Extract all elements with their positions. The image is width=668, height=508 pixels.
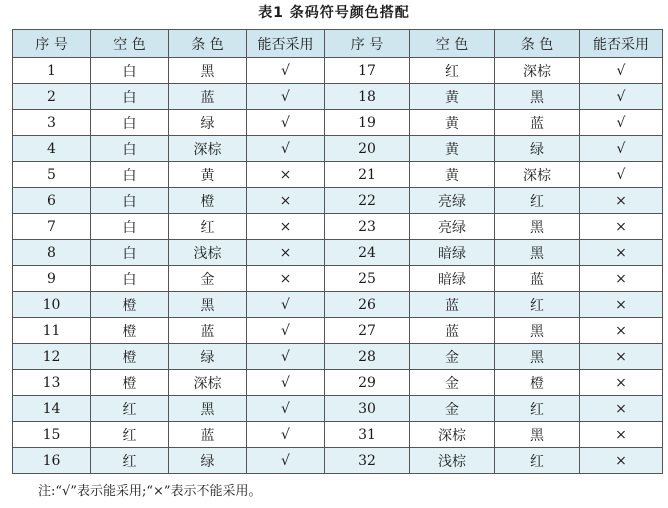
space-color-cell: 白 <box>91 266 169 292</box>
serial-number-cell: 27 <box>325 318 410 344</box>
serial-number-cell: 23 <box>325 214 410 240</box>
space-color-cell: 蓝 <box>410 292 495 318</box>
table-row <box>13 214 663 240</box>
bar-color-cell: 黑 <box>169 58 247 84</box>
usable-mark-cell: × <box>247 188 325 214</box>
serial-number-cell: 22 <box>325 188 410 214</box>
space-color-cell: 深棕 <box>410 422 495 448</box>
bar-color-cell: 黑 <box>495 318 580 344</box>
usable-mark-cell: × <box>247 240 325 266</box>
serial-number-cell: 12 <box>13 344 91 370</box>
bar-color-cell: 深棕 <box>169 370 247 396</box>
space-color-cell: 黄 <box>410 162 495 188</box>
usable-mark-cell: √ <box>247 396 325 422</box>
serial-number-cell: 29 <box>325 370 410 396</box>
header-cell: 条 色 <box>495 30 580 58</box>
space-color-cell: 橙 <box>91 292 169 318</box>
table-row <box>13 162 663 188</box>
bar-color-cell: 深棕 <box>495 58 580 84</box>
serial-number-cell: 30 <box>325 396 410 422</box>
space-color-cell: 暗绿 <box>410 266 495 292</box>
serial-number-cell: 20 <box>325 136 410 162</box>
usable-mark-cell: √ <box>580 110 663 136</box>
serial-number-cell: 17 <box>325 58 410 84</box>
usable-mark-cell: × <box>580 292 663 318</box>
space-color-cell: 橙 <box>91 318 169 344</box>
table-row <box>13 344 663 370</box>
space-color-cell: 红 <box>91 396 169 422</box>
usable-mark-cell: √ <box>247 318 325 344</box>
space-color-cell: 金 <box>410 344 495 370</box>
header-cell: 条 色 <box>169 30 247 58</box>
table-row <box>13 292 663 318</box>
space-color-cell: 黄 <box>410 110 495 136</box>
table-row <box>13 58 663 84</box>
space-color-cell: 金 <box>410 370 495 396</box>
space-color-cell: 橙 <box>91 344 169 370</box>
bar-color-cell: 黑 <box>495 344 580 370</box>
usable-mark-cell: √ <box>247 422 325 448</box>
usable-mark-cell: × <box>580 240 663 266</box>
header-cell: 空 色 <box>91 30 169 58</box>
bar-color-cell: 红 <box>495 448 580 474</box>
usable-mark-cell: × <box>580 266 663 292</box>
header-cell: 空 色 <box>410 30 495 58</box>
space-color-cell: 白 <box>91 136 169 162</box>
serial-number-cell: 8 <box>13 240 91 266</box>
bar-color-cell: 红 <box>495 188 580 214</box>
table-row <box>13 318 663 344</box>
usable-mark-cell: × <box>247 214 325 240</box>
usable-mark-cell: √ <box>247 448 325 474</box>
usable-mark-cell: × <box>580 396 663 422</box>
serial-number-cell: 28 <box>325 344 410 370</box>
table-note: 注:“√”表示能采用;“×”表示不能采用。 <box>38 484 262 499</box>
bar-color-cell: 深棕 <box>169 136 247 162</box>
bar-color-cell: 金 <box>169 266 247 292</box>
bar-color-cell: 黄 <box>169 162 247 188</box>
header-cell: 能否采用 <box>580 30 663 58</box>
usable-mark-cell: × <box>247 266 325 292</box>
serial-number-cell: 19 <box>325 110 410 136</box>
space-color-cell: 白 <box>91 162 169 188</box>
serial-number-cell: 26 <box>325 292 410 318</box>
space-color-cell: 红 <box>410 58 495 84</box>
usable-mark-cell: √ <box>580 84 663 110</box>
space-color-cell: 白 <box>91 110 169 136</box>
bar-color-cell: 绿 <box>169 110 247 136</box>
table-row <box>13 136 663 162</box>
bar-color-cell: 红 <box>495 292 580 318</box>
serial-number-cell: 10 <box>13 292 91 318</box>
space-color-cell: 白 <box>91 240 169 266</box>
usable-mark-cell: × <box>580 448 663 474</box>
usable-mark-cell: × <box>580 344 663 370</box>
space-color-cell: 黄 <box>410 84 495 110</box>
space-color-cell: 白 <box>91 214 169 240</box>
serial-number-cell: 6 <box>13 188 91 214</box>
bar-color-cell: 蓝 <box>169 318 247 344</box>
table-row <box>13 448 663 474</box>
space-color-cell: 金 <box>410 396 495 422</box>
bar-color-cell: 浅棕 <box>169 240 247 266</box>
header-cell: 能否采用 <box>247 30 325 58</box>
bar-color-cell: 黑 <box>495 214 580 240</box>
serial-number-cell: 2 <box>13 84 91 110</box>
space-color-cell: 白 <box>91 188 169 214</box>
serial-number-cell: 32 <box>325 448 410 474</box>
bar-color-cell: 绿 <box>495 136 580 162</box>
bar-color-cell: 深棕 <box>495 162 580 188</box>
header-cell: 序 号 <box>13 30 91 58</box>
bar-color-cell: 红 <box>169 214 247 240</box>
space-color-cell: 白 <box>91 84 169 110</box>
space-color-cell: 白 <box>91 58 169 84</box>
usable-mark-cell: √ <box>580 162 663 188</box>
space-color-cell: 蓝 <box>410 318 495 344</box>
table-row <box>13 370 663 396</box>
usable-mark-cell: √ <box>247 136 325 162</box>
usable-mark-cell: √ <box>247 370 325 396</box>
header-cell: 序 号 <box>325 30 410 58</box>
table-row <box>13 266 663 292</box>
usable-mark-cell: × <box>247 162 325 188</box>
bar-color-cell: 黑 <box>495 84 580 110</box>
serial-number-cell: 25 <box>325 266 410 292</box>
usable-mark-cell: √ <box>580 136 663 162</box>
bar-color-cell: 绿 <box>169 344 247 370</box>
usable-mark-cell: √ <box>247 110 325 136</box>
usable-mark-cell: √ <box>247 58 325 84</box>
bar-color-cell: 黑 <box>169 396 247 422</box>
space-color-cell: 亮绿 <box>410 188 495 214</box>
usable-mark-cell: √ <box>247 84 325 110</box>
usable-mark-cell: × <box>580 370 663 396</box>
bar-color-cell: 蓝 <box>495 110 580 136</box>
bar-color-cell: 红 <box>495 396 580 422</box>
serial-number-cell: 7 <box>13 214 91 240</box>
color-combination-table <box>12 29 663 474</box>
serial-number-cell: 13 <box>13 370 91 396</box>
space-color-cell: 暗绿 <box>410 240 495 266</box>
space-color-cell: 黄 <box>410 136 495 162</box>
serial-number-cell: 3 <box>13 110 91 136</box>
bar-color-cell: 黑 <box>169 292 247 318</box>
serial-number-cell: 5 <box>13 162 91 188</box>
table-row <box>13 396 663 422</box>
serial-number-cell: 16 <box>13 448 91 474</box>
space-color-cell: 红 <box>91 422 169 448</box>
bar-color-cell: 橙 <box>169 188 247 214</box>
bar-color-cell: 蓝 <box>169 84 247 110</box>
table-row <box>13 188 663 214</box>
usable-mark-cell: × <box>580 422 663 448</box>
space-color-cell: 亮绿 <box>410 214 495 240</box>
table-row <box>13 240 663 266</box>
usable-mark-cell: × <box>580 318 663 344</box>
usable-mark-cell: √ <box>580 58 663 84</box>
bar-color-cell: 橙 <box>495 370 580 396</box>
table-row <box>13 84 663 110</box>
table-row <box>13 422 663 448</box>
serial-number-cell: 11 <box>13 318 91 344</box>
usable-mark-cell: × <box>580 214 663 240</box>
serial-number-cell: 21 <box>325 162 410 188</box>
bar-color-cell: 黑 <box>495 240 580 266</box>
serial-number-cell: 24 <box>325 240 410 266</box>
table-row <box>13 110 663 136</box>
header-row <box>13 30 663 58</box>
space-color-cell: 橙 <box>91 370 169 396</box>
bar-color-cell: 蓝 <box>169 422 247 448</box>
space-color-cell: 红 <box>91 448 169 474</box>
table-caption: 表1 条码符号颜色搭配 <box>258 5 410 21</box>
serial-number-cell: 15 <box>13 422 91 448</box>
serial-number-cell: 14 <box>13 396 91 422</box>
bar-color-cell: 蓝 <box>495 266 580 292</box>
usable-mark-cell: √ <box>247 344 325 370</box>
serial-number-cell: 31 <box>325 422 410 448</box>
serial-number-cell: 9 <box>13 266 91 292</box>
bar-color-cell: 绿 <box>169 448 247 474</box>
usable-mark-cell: × <box>580 188 663 214</box>
usable-mark-cell: √ <box>247 292 325 318</box>
serial-number-cell: 18 <box>325 84 410 110</box>
bar-color-cell: 黑 <box>495 422 580 448</box>
space-color-cell: 浅棕 <box>410 448 495 474</box>
serial-number-cell: 1 <box>13 58 91 84</box>
serial-number-cell: 4 <box>13 136 91 162</box>
